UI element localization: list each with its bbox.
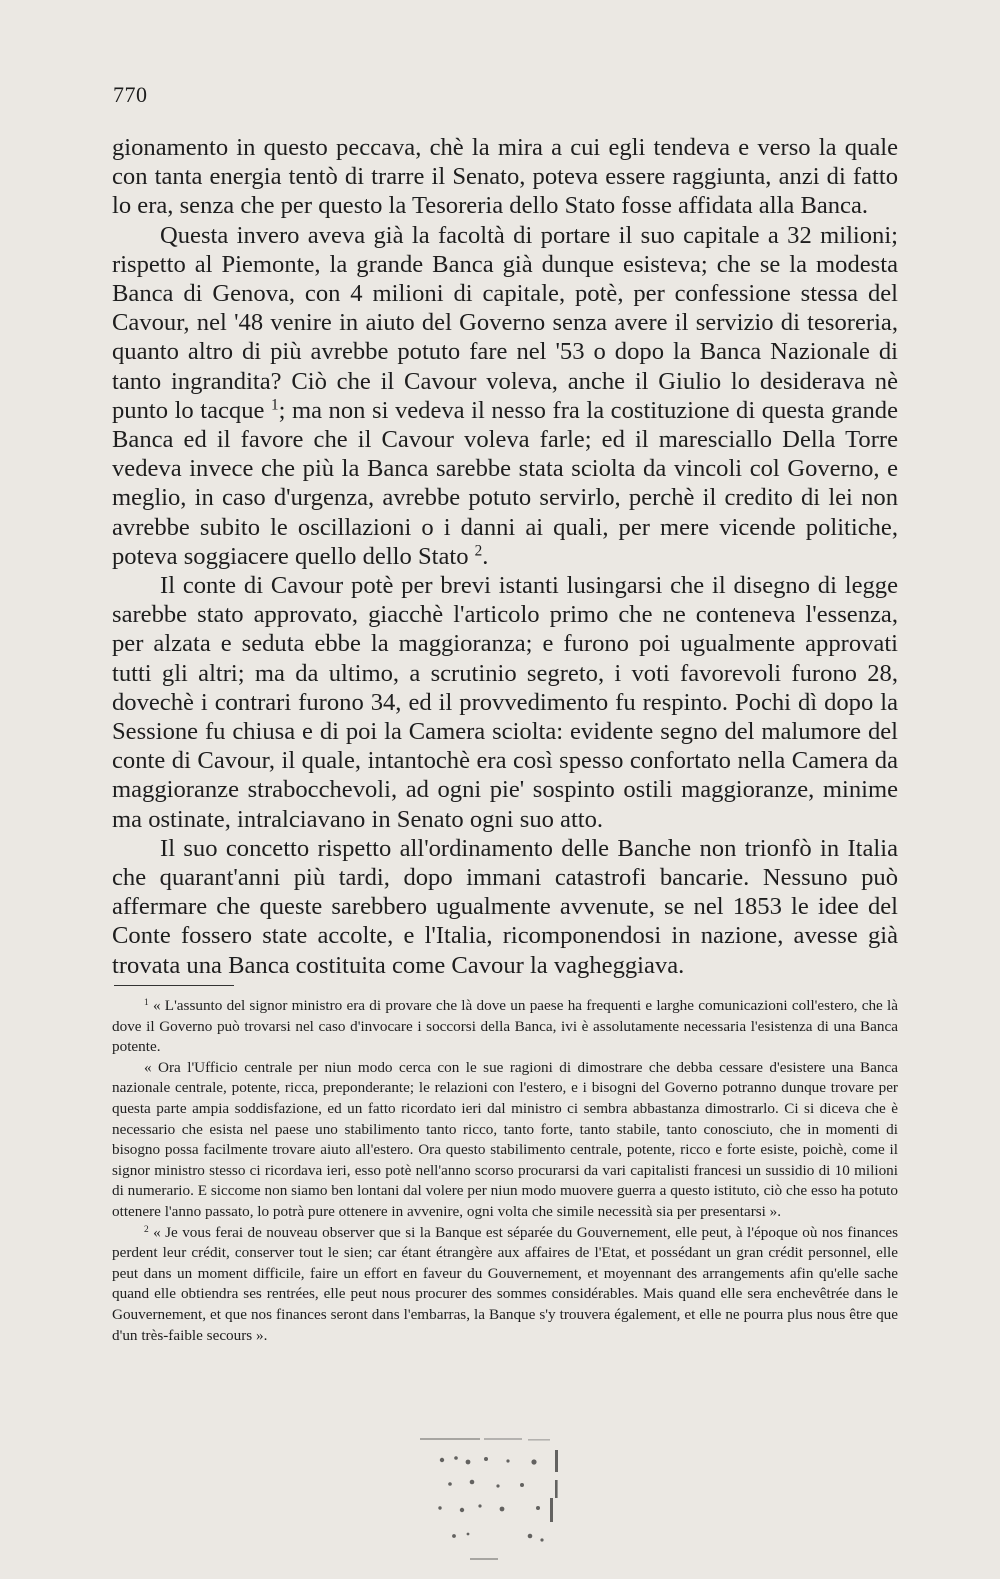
paragraph-2-end: .	[482, 542, 489, 570]
footnote-ref-2: 2	[474, 542, 483, 560]
footnote-1	[112, 996, 898, 1058]
paragraph-2	[112, 221, 898, 571]
paragraph-2-part-1: Questa invero aveva già la facoltà di portare il suo capitale a 32 milioni; rispetto al Piemonte, la grande Banca già dunque esisteva; che se la modesta Banca di Genova, con 4 milioni di capitale, potè, per confessione stessa del Cavour, nel '48 venire in aiuto del Governo senza avere il servizio di tesoreria, quanto altro di più avrebbe potuto fare nel '53 o dopo la Banca Nazionale di tanto ingrandita? Ciò che il Cavour voleva, anche il Giulio lo desiderava nè punto lo tacque	[112, 221, 898, 424]
paragraph-3: Il conte di Cavour potè per brevi istanti lusingarsi che il disegno di legge sarebbe stato approvato, giacchè l'articolo primo che ne conteneva l'essenza, per alzata e seduta ebbe la maggioranza; e furono poi ugualmente approvati tutti gli altri; ma da ultimo, a scrutinio segreto, i voti favorevoli furono 28, dovechè i contrari furono 34, ed il provvedimento fu respinto. Pochi dì dopo la Sessione fu chiusa e di poi la Camera sciolta: evidente segno del malumore del conte di Cavour, il quale, intantochè era così spesso confortato nella Camera da maggioranze strabocchevoli, ad ogni pie' sospinto ostili maggioranze, minime ma ostinate, intralciavano in Senato ogni suo atto.	[112, 572, 898, 833]
paragraph-1: gionamento in questo peccava, chè la mira a cui egli tendeva e verso la quale con tanta energia tentò di trarre il Senato, poteva essere raggiunta, anzi di fatto lo era, senza che per questo la Tesoreria dello Stato fosse affidata alla Banca.	[112, 134, 898, 220]
paragraph-4: Il suo concetto rispetto all'ordinamento delle Banche non trionfò in Italia che quarant'anni più tardi, dopo immani catastrofi bancarie. Nessuno può affermare che queste sarebbero ugualmente avvenute, se nel 1853 le idee del Conte fossero state accolte, e l'Italia, ricomponendosi in nazione, avesse già trovata una Banca costituita come Cavour la vagheggiava.	[112, 834, 898, 979]
page-number: 770	[113, 82, 148, 107]
library-stamp-icon	[410, 1432, 600, 1567]
paragraph-2-part-2: ; ma non si vedeva il nesso fra la costituzione di questa grande Banca ed il favore che il Cavour voleva farle; ed il maresciallo Della Torre vedeva invece che più la Banca sarebbe stata sciolta da vincoli col Governo, e meglio, in caso d'urgenza, avrebbe potuto servirlo, perchè il credito di lei non avrebbe subito le oscillazioni o i danni ai quali, per mere vicende politiche, poteva soggiacere quello dello Stato	[112, 396, 898, 570]
footnote-1-marker: 1	[144, 997, 149, 1008]
footnote-1-text: « L'assunto del signor ministro era di provare che là dove un paese ha frequenti e larghe comunicazioni coll'estero, che là dove il Governo può trovarsi nel caso d'invocare i soccorsi della Banca, ivi è assolutamente necessaria l'esistenza di una Banca potente.	[112, 997, 898, 1056]
footnotes	[112, 996, 898, 1346]
footnote-ref-1: 1	[270, 396, 279, 414]
footnote-2-text: « Je vous ferai de nouveau observer que si la Banque est séparée du Gouvernement, elle peut, à l'époque où nos finances perdent leur crédit, conserver tout le sien; car étant étrangère aux affaires de l'Etat, et possédant un gran crédit personnel, elle peut dans un moment difficile, faire un effort en faveur du Gouvernement, et moyennant des arrangements afin qu'elle sache quand elle obtiendra ses rentrées, elle peut nous procurer des sommes considérables. Mais quand elle sera enchevêtrée dans le Gouvernement, et que nos finances seront dans l'embarras, la Banque s'y trouvera également, et elle ne pourra plus nous être que d'un très-faible secours ».	[112, 1223, 898, 1344]
main-text	[112, 133, 898, 980]
footnote-1-continued: « Ora l'Ufficio centrale per niun modo cerca con le sue ragioni di dimostrare che debba cessare d'esistere una Banca nazionale centrale, potente, ricca, preponderante; le relazioni con l'estero, e i bisogni del Governo potranno dunque trovare per questa parte ampia soddisfazione, ed un fatto ricordato ieri dal ministro ci sembra abbastanza dimostrarlo. Ci si diceva che è necessario che esista nel paese uno stabilimento tanto ricco, tanto forte, tanto stabile, tanto conosciuto, che in momenti di bisogno possa facilmente trovare aiuto all'estero. Ora questo stabilimento centrale, potente, ricco e forte esiste, poichè, come il signor ministro stesso ci ricordava ieri, esso potè nell'anno scorso procurarsi da vari capitalisti francesi un sussidio di 10 milioni di numerario. E siccome non siamo ben lontani dal volere per niun modo muovere guerra a questo istituto, ciò che esso ha potuto ottenere l'anno passato, lo potrà pure ottenere in avvenire, ogni volta che simile necessità sia per presentarsi ».	[112, 1058, 898, 1220]
footnote-2-marker: 2	[144, 1224, 149, 1235]
footnote-divider	[114, 985, 234, 986]
footnote-2	[112, 1223, 898, 1347]
